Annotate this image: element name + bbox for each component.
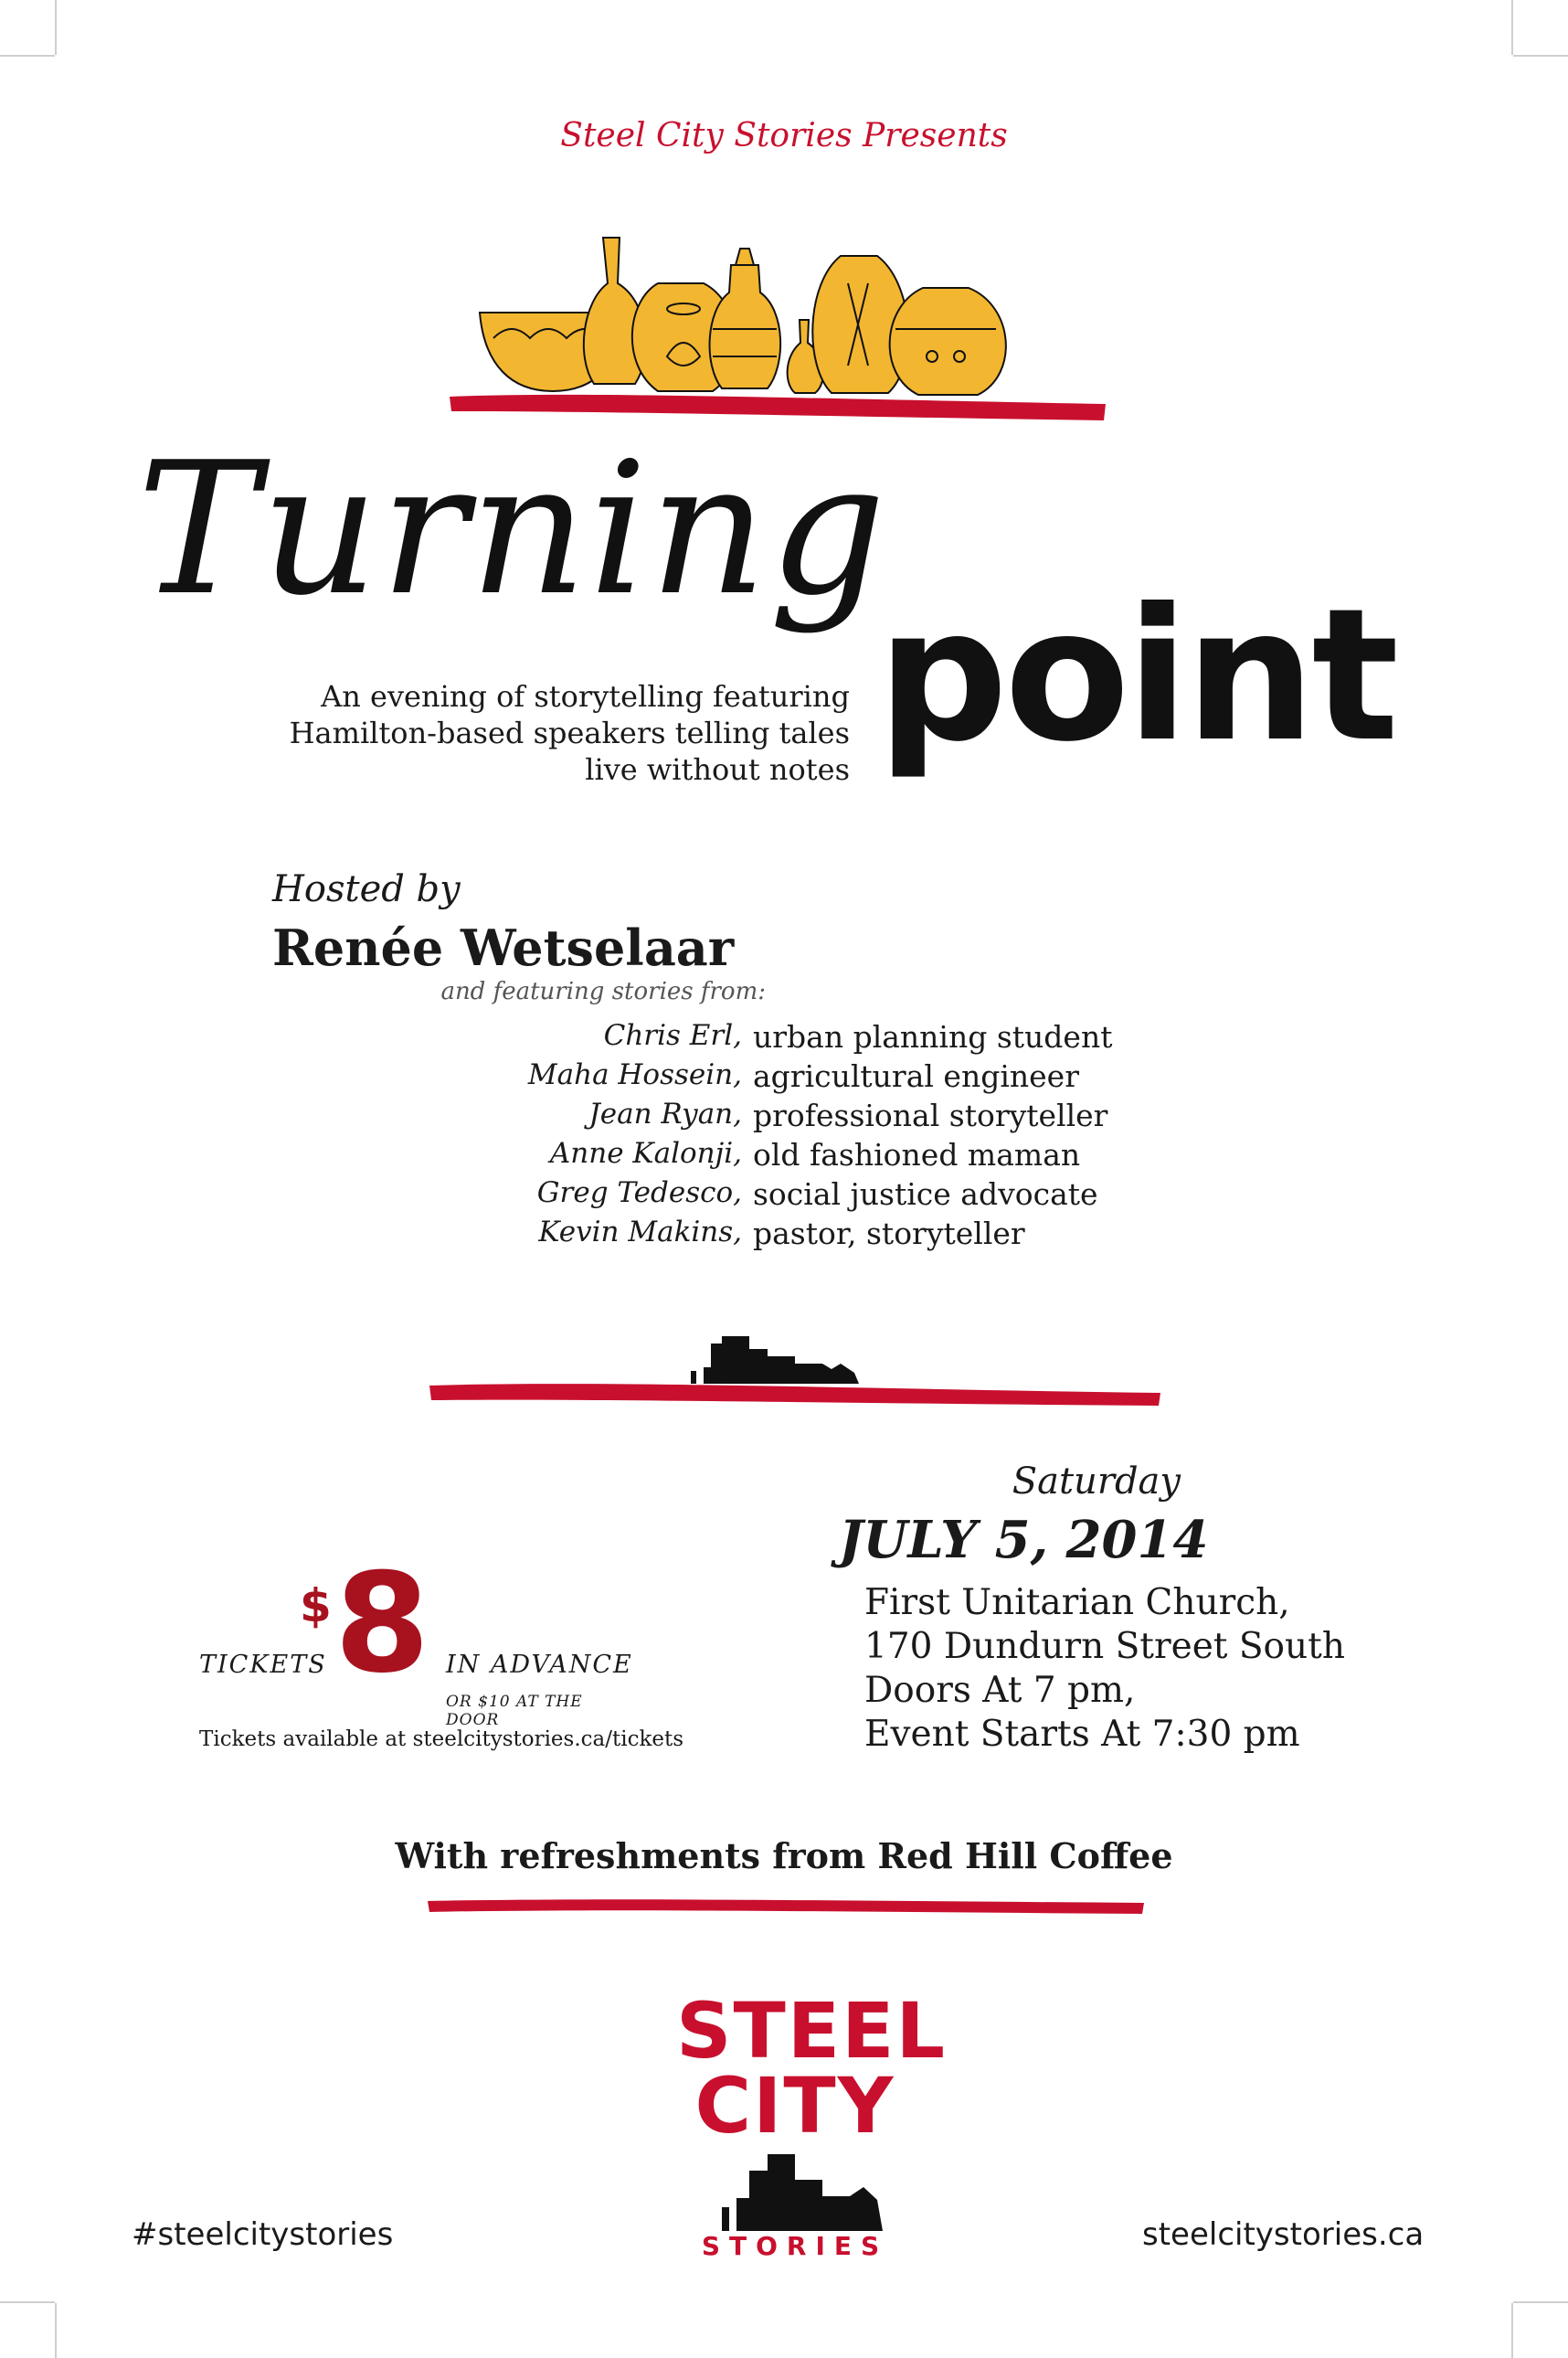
title-point: point [877, 569, 1396, 782]
refreshments-note: With refreshments from Red Hill Coffee [395, 1835, 1173, 1876]
speaker-row [0, 1137, 1568, 1177]
speaker-row [0, 1216, 1568, 1256]
crop-mark [1513, 55, 1568, 57]
speaker-name: Jean Ryan, [588, 1098, 742, 1131]
speaker-row [0, 1058, 1568, 1099]
footer-website[interactable]: steelcitystories.ca [1142, 2216, 1425, 2253]
red-brush-stroke [429, 1384, 1160, 1406]
venue-line: Doors At 7 pm, [864, 1670, 1136, 1711]
speaker-role: urban planning student [753, 1019, 1113, 1055]
speaker-name: Greg Tedesco, [536, 1176, 742, 1209]
host-name: Renée Wetselaar [272, 919, 735, 977]
speaker-name: Anne Kalonji, [549, 1137, 742, 1170]
event-date: JULY 5, 2014 [839, 1510, 1209, 1570]
tickets-info: Tickets available at steelcitystories.ca/tickets [199, 1727, 684, 1751]
red-brush-stroke [450, 395, 1106, 420]
factory-skyline-icon [691, 1336, 859, 1384]
hosted-by-label: Hosted by [272, 868, 461, 910]
venue-line: First Unitarian Church, [864, 1582, 1290, 1623]
tagline-line: An evening of storytelling featuring [321, 679, 850, 714]
crop-mark [55, 0, 57, 55]
speaker-name: Kevin Makins, [538, 1216, 742, 1248]
presenter-line: Steel City Stories Presents [560, 117, 1008, 154]
tagline [137, 678, 850, 788]
event-day: Saturday [1012, 1460, 1181, 1503]
crop-mark [1513, 2301, 1568, 2303]
tickets-label: TICKETS [199, 1651, 327, 1679]
crop-mark [55, 2303, 57, 2358]
speaker-row [0, 1019, 1568, 1059]
advance-label: IN ADVANCE [446, 1651, 633, 1679]
logo-text-stories: STORIES [701, 2231, 889, 2261]
venue-line: Event Starts At 7:30 pm [864, 1714, 1300, 1755]
pottery-illustration [439, 228, 1115, 439]
round-pot-icon [890, 288, 1006, 395]
price-currency: $ [300, 1579, 332, 1632]
crop-mark [0, 2301, 55, 2303]
featuring-label: and featuring stories from: [440, 978, 766, 1005]
speaker-name: Chris Erl, [603, 1019, 742, 1052]
crop-mark [1511, 2303, 1513, 2358]
logo-text-city: CITY [694, 2061, 895, 2151]
crop-mark [0, 55, 55, 57]
tagline-line: live without notes [585, 752, 850, 787]
speaker-name: Maha Hossein, [527, 1058, 742, 1091]
footer-hashtag: #steelcitystories [132, 2216, 394, 2253]
speaker-role: social justice advocate [753, 1176, 1098, 1212]
speaker-role: professional storyteller [753, 1098, 1108, 1133]
crop-mark [1511, 0, 1513, 55]
title-turning: Turning [137, 423, 888, 636]
event-venue [864, 1581, 1345, 1757]
speaker-role: agricultural engineer [753, 1058, 1079, 1094]
logo-text-steel: STEEL [676, 1986, 948, 2076]
tagline-line: Hamilton-based speakers telling tales [289, 716, 850, 750]
skyline-divider [420, 1316, 1170, 1417]
venue-line: 170 Dundurn Street South [864, 1626, 1345, 1667]
speaker-row [0, 1176, 1568, 1216]
speaker-role: pastor, storyteller [753, 1216, 1025, 1251]
lidded-jar-icon [710, 265, 781, 388]
speaker-row [0, 1098, 1568, 1138]
red-brush-stroke [420, 1892, 1151, 1919]
speaker-role: old fashioned maman [753, 1137, 1081, 1173]
ticket-price: 8 [334, 1545, 430, 1704]
door-price: OR $10 AT THE DOOR [446, 1693, 583, 1729]
logo-skyline-icon [704, 2143, 895, 2235]
